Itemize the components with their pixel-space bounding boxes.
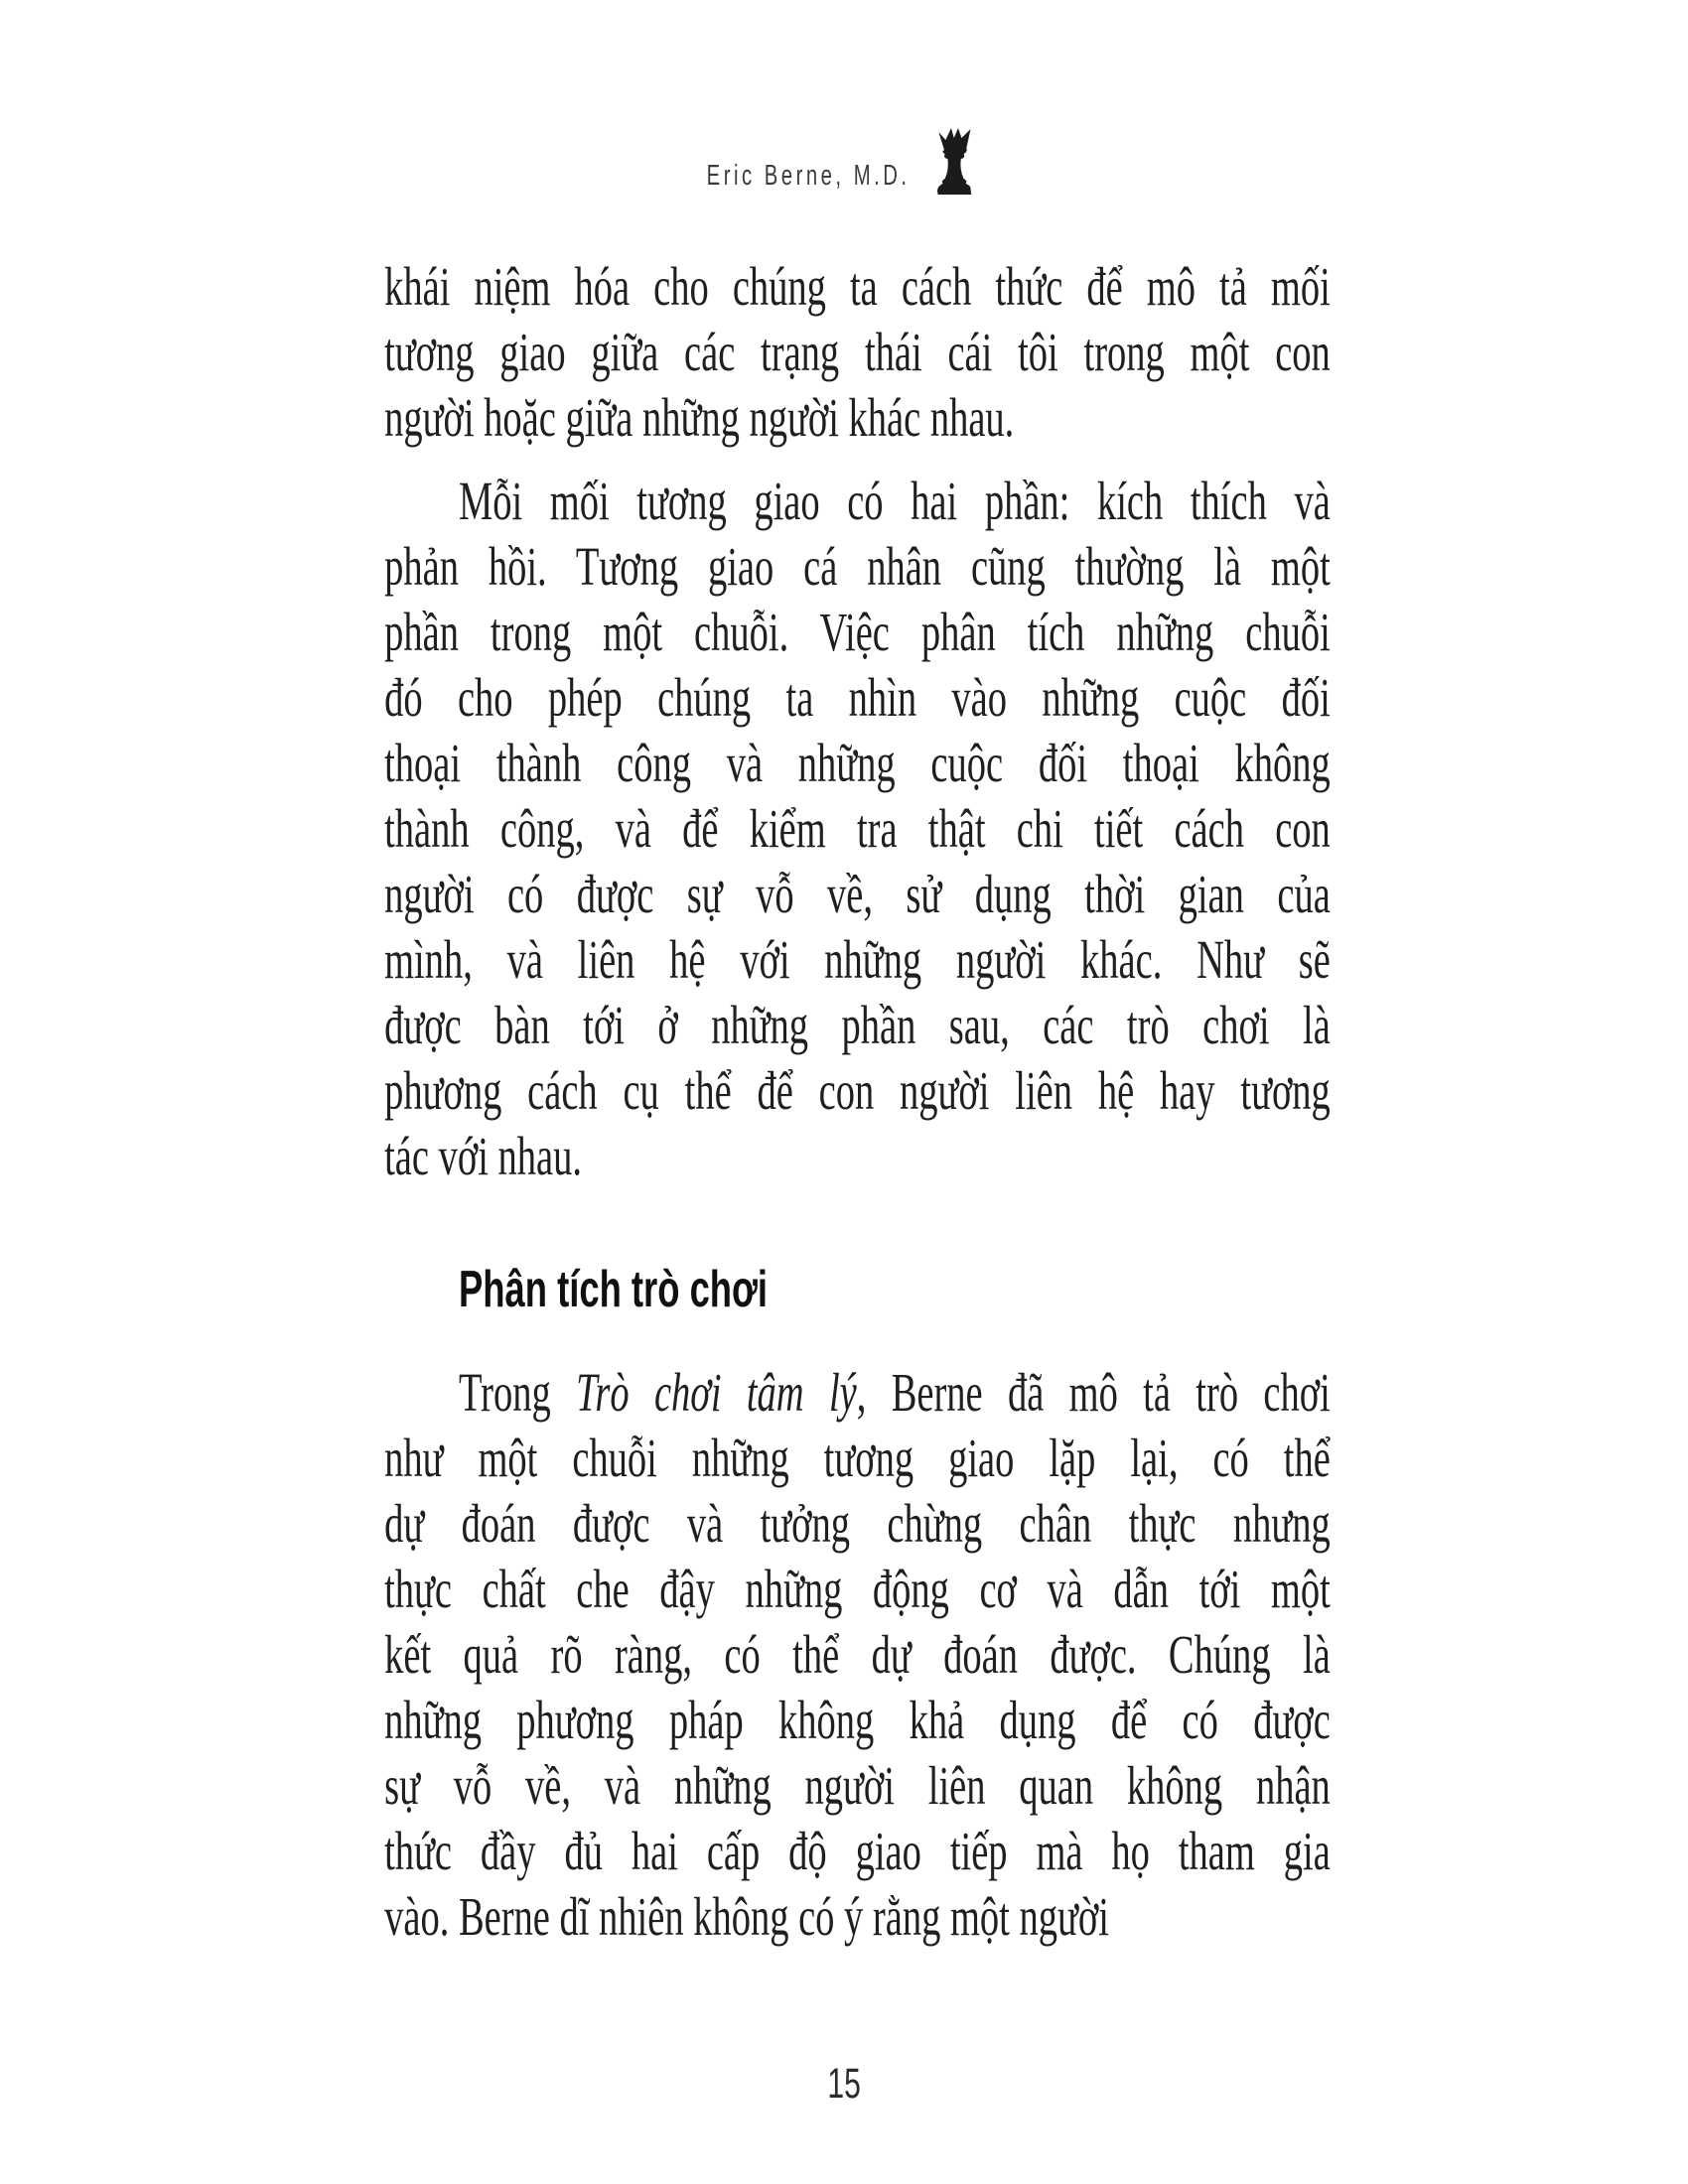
text-line: phần trong một chuỗi. Việc phân tích những chuỗi	[384, 602, 1331, 662]
text-line: phương cách cụ thể để con người liên hệ hay tương	[384, 1060, 1331, 1121]
text-line: thức đầy đủ hai cấp độ giao tiếp mà họ tham gia	[384, 1821, 1331, 1881]
text-line: kết quả rõ ràng, có thể dự đoán được. Chúng là	[384, 1624, 1331, 1685]
author-name: Eric Berne, M.D.	[706, 160, 911, 192]
paragraph	[384, 1360, 1331, 1950]
text-line: đó cho phép chúng ta nhìn vào những cuộc đối	[384, 667, 1331, 728]
text-line: khái niệm hóa cho chúng ta cách thức để mô tả mối	[384, 256, 1331, 317]
text-line: người có được sự vỗ về, sử dụng thời gian của	[384, 864, 1331, 924]
text-line	[384, 1360, 1331, 1426]
text-line: thực chất che đậy những động cơ và dẫn tới một	[384, 1559, 1331, 1619]
text-line: như một chuỗi những tương giao lặp lại, có thể	[384, 1428, 1331, 1488]
text-segment: Trong	[459, 1362, 577, 1423]
book-title-italic: Trò chơi tâm lý	[576, 1362, 857, 1423]
chess-queen-icon	[928, 126, 982, 197]
text-line: tác với nhau.	[384, 1126, 582, 1186]
text-line: sự vỗ về, và những người liên quan không nhận	[384, 1755, 1331, 1816]
text-line: vào. Berne dĩ nhiên không có ý rằng một người	[384, 1886, 1109, 1947]
text-line: phản hồi. Tương giao cá nhân cũng thường là một	[384, 536, 1331, 597]
paragraph	[384, 254, 1331, 451]
text-line: thành công, và để kiểm tra thật chi tiết cách con	[384, 798, 1331, 859]
text-line: dự đoán được và tưởng chừng chân thực nhưng	[384, 1493, 1331, 1554]
text-column	[384, 254, 1331, 1950]
text-line: thoại thành công và những cuộc đối thoại không	[384, 733, 1331, 793]
text-segment: , Berne đã mô tả trò chơi	[856, 1362, 1331, 1423]
text-line: tương giao giữa các trạng thái cái tôi trong một con	[384, 322, 1331, 382]
text-line: những phương pháp không khả dụng để có được	[384, 1690, 1331, 1750]
text-line: người hoặc giữa những người khác nhau.	[384, 387, 1015, 448]
text-line: được bàn tới ở những phần sau, các trò chơi là	[384, 995, 1331, 1055]
text-line: mình, và liên hệ với những người khác. Như sẽ	[384, 929, 1331, 990]
page-number: 15	[827, 2060, 861, 2108]
paragraph	[384, 469, 1331, 1189]
text-line: Mỗi mối tương giao có hai phần: kích thích và	[459, 471, 1331, 531]
running-header	[0, 123, 1688, 197]
section-heading: Phân tích trò chơi	[459, 1261, 769, 1318]
